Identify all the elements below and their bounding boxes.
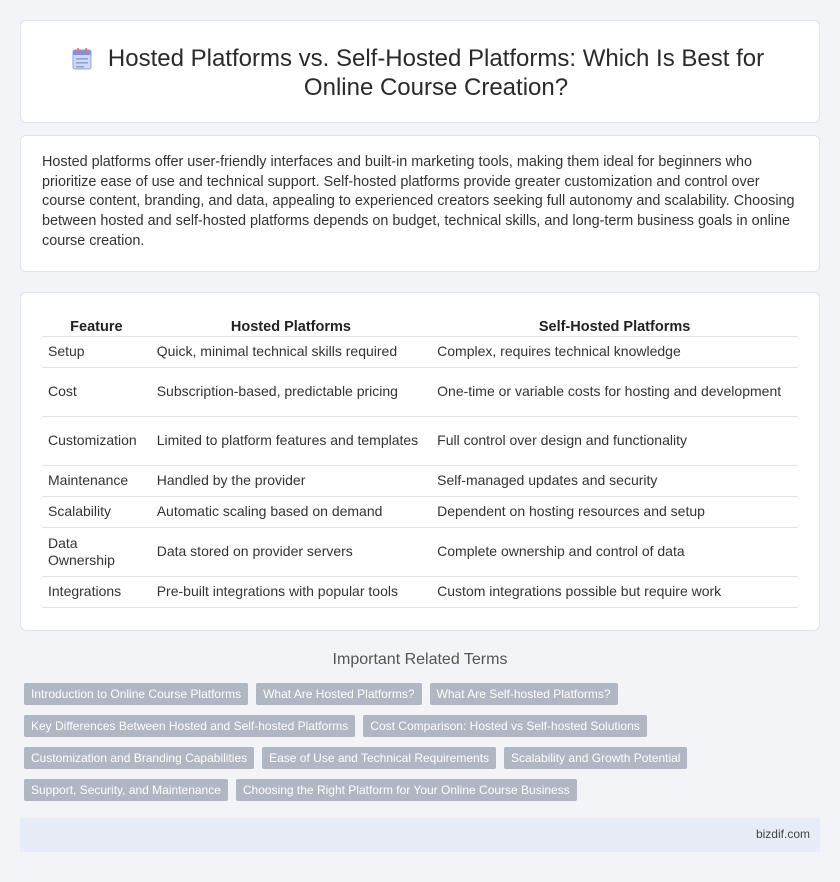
table-row	[42, 466, 798, 497]
comparison-card	[20, 292, 820, 631]
cell-self-hosted: Dependent on hosting resources and setup	[431, 497, 798, 528]
header-feature: Feature	[42, 315, 151, 337]
cell-feature: Customization	[42, 417, 151, 466]
cell-hosted: Subscription-based, predictable pricing	[151, 368, 431, 417]
cell-feature: Data Ownership	[42, 528, 151, 577]
table-row	[42, 528, 798, 577]
page-title: Hosted Platforms vs. Self-Hosted Platforms: Which Is Best for Online Course Creation?	[107, 45, 765, 101]
table-row	[42, 368, 798, 417]
cell-feature: Scalability	[42, 497, 151, 528]
related-term-tag[interactable]: Scalability and Growth Potential	[504, 747, 687, 769]
table-row	[42, 577, 798, 608]
table-header-row	[42, 315, 798, 337]
header-self-hosted: Self-Hosted Platforms	[431, 315, 798, 337]
cell-hosted: Automatic scaling based on demand	[151, 497, 431, 528]
table-row	[42, 337, 798, 368]
related-term-tag[interactable]: Ease of Use and Technical Requirements	[262, 747, 496, 769]
cell-hosted: Limited to platform features and templates	[151, 417, 431, 466]
related-term-tag[interactable]: Choosing the Right Platform for Your Online Course Business	[236, 779, 577, 801]
intro-card	[20, 135, 820, 272]
intro-paragraph: Hosted platforms offer user-friendly interfaces and built-in marketing tools, making them ideal for beginners who prioritize ease of use and technical support. Self-hosted platforms provide greater customization and control over course content, branding, and data, appealing to experienced creators seeking full autonomy and scalability. Choosing between hosted and self-hosted platforms depends on budget, technical skills, and long-term business goals in online course creation.	[42, 154, 795, 249]
cell-feature: Cost	[42, 368, 151, 417]
cell-hosted: Pre-built integrations with popular tools	[151, 577, 431, 608]
related-term-tag[interactable]: What Are Self-hosted Platforms?	[430, 683, 618, 705]
related-term-tag[interactable]: Cost Comparison: Hosted vs Self-hosted Solutions	[363, 715, 646, 737]
related-term-tag[interactable]: What Are Hosted Platforms?	[256, 683, 421, 705]
cell-hosted: Data stored on provider servers	[151, 528, 431, 577]
cell-feature: Setup	[42, 337, 151, 368]
cell-self-hosted: Full control over design and functionality	[431, 417, 798, 466]
cell-hosted: Quick, minimal technical skills required	[151, 337, 431, 368]
related-term-tag[interactable]: Introduction to Online Course Platforms	[24, 683, 248, 705]
footer-site[interactable]: bizdif.com	[755, 827, 810, 841]
cell-self-hosted: One-time or variable costs for hosting and development	[431, 368, 798, 417]
cell-self-hosted: Complete ownership and control of data	[431, 528, 798, 577]
header-hosted: Hosted Platforms	[151, 315, 431, 337]
title-card	[20, 20, 820, 123]
comparison-table	[42, 315, 798, 608]
related-terms-list	[24, 683, 804, 811]
cell-feature: Integrations	[42, 577, 151, 608]
cell-self-hosted: Self-managed updates and security	[431, 466, 798, 497]
footer	[20, 818, 820, 852]
cell-self-hosted: Complex, requires technical knowledge	[431, 337, 798, 368]
cell-self-hosted: Custom integrations possible but require work	[431, 577, 798, 608]
related-terms-heading: Important Related Terms	[332, 651, 508, 668]
related-term-tag[interactable]: Key Differences Between Hosted and Self-hosted Platforms	[24, 715, 355, 737]
cell-hosted: Handled by the provider	[151, 466, 431, 497]
related-term-tag[interactable]: Customization and Branding Capabilities	[24, 747, 254, 769]
table-row	[42, 497, 798, 528]
cell-feature: Maintenance	[42, 466, 151, 497]
related-term-tag[interactable]: Support, Security, and Maintenance	[24, 779, 228, 801]
table-row	[42, 417, 798, 466]
